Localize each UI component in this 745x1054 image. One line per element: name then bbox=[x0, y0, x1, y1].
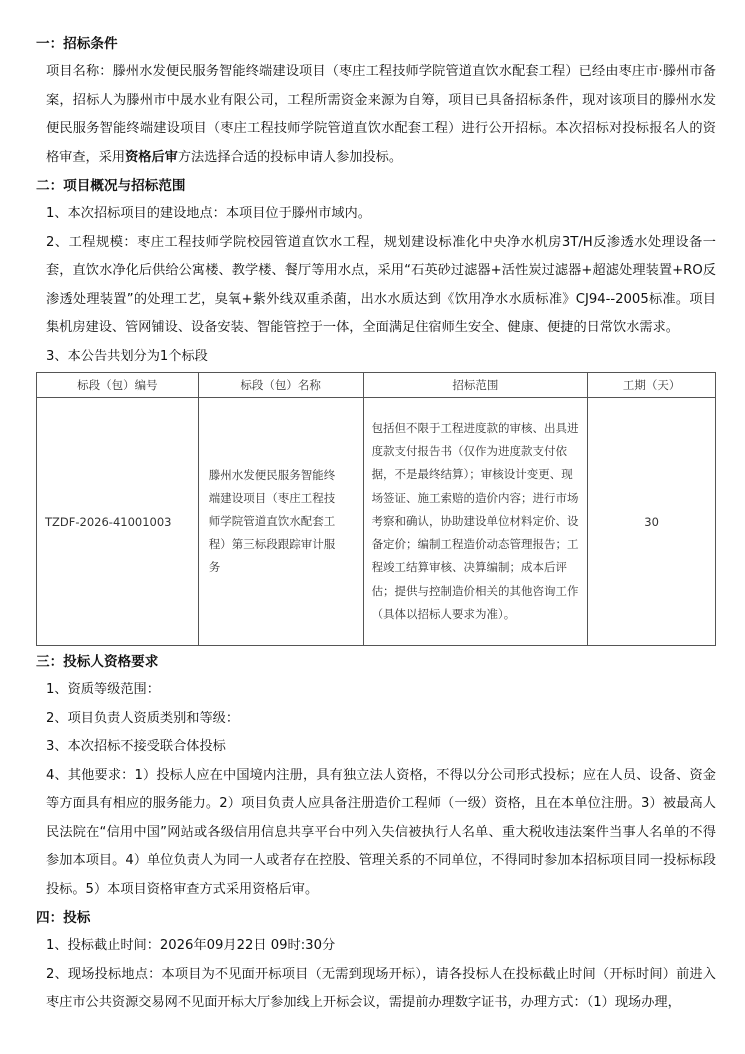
bid-section-table bbox=[36, 372, 716, 646]
section-3-item-4: 4、其他要求：1）投标人应在中国境内注册，具有独立法人资格，不得以分公司形式投标；应在人员、设备、资金等方面具有相应的服务能力。2）项目负责人应具备注册造价工程师（一级）资格，且在本单位注册。3）被最高人民法院在“信用中国”网站或各级信用信息共享平台中列入失信被执行人名单、重大税收违法案件当事人名单的不得参加本项目。4）单位负责人为同一人或者存在控股、管理关系的不同单位，不得同时参加本招标项目同一投标标段投标。5）本项目资格审查方式采用资格后审。 bbox=[46, 767, 716, 897]
document-body bbox=[36, 30, 716, 1018]
section-1-paragraph bbox=[36, 58, 716, 172]
section-1-text-b: 方法选择合适的投标申请人参加投标。 bbox=[177, 149, 403, 165]
section-2-title: 二：项目概况与招标范围 bbox=[36, 178, 186, 194]
header-duration-days: 工期（天） bbox=[588, 373, 716, 398]
section-3-item-1: 1、资质等级范围： bbox=[46, 682, 160, 697]
header-section-code: 标段（包）编号 bbox=[37, 373, 199, 398]
section-1-text-a: 项目名称：滕州水发便民服务智能终端建设项目（枣庄工程技师学院管道直饮水配套工程）已经由枣庄市·滕州市备案，招标人为滕州市中晟水业有限公司，工程所需资金来源为自筹，项目已具备招标条件，现对该项目的滕州水发便民服务智能终端建设项目（枣庄工程技师学院管道直饮水配套工程）进行公开招标。本次招标对投标报名人的资格审查，采用 bbox=[46, 64, 716, 165]
cell-section-code: TZDF-2026-41001003 bbox=[37, 398, 199, 646]
section-2-item-2: 2、工程规模：枣庄工程技师学院校园管道直饮水工程，规划建设标准化中央净水机房3T/H反渗透水处理设备一套，直饮水净化后供给公寓楼、教学楼、餐厅等用水点，采用“石英砂过滤器+活性炭过滤器+超滤处理装置+RO反渗透处理装置”的处理工艺，臭氧+紫外线双重杀菌，出水水质达到《饮用净水水质标准》CJ94--2005标准。项目集机房建设、管网铺设、设备安装、智能管控于一体，全面满足住宿师生安全、健康、便捷的日常饮水需求。 bbox=[46, 234, 716, 335]
section-3-item-2: 2、项目负责人资质类别和等级： bbox=[46, 710, 240, 726]
section-3-item-3: 3、本次招标不接受联合体投标 bbox=[46, 739, 226, 754]
section-4-item-1: 1、投标截止时间：2026年09月22日 09时:30分 bbox=[46, 938, 336, 953]
cell-duration-days: 30 bbox=[588, 398, 716, 646]
cell-section-name: 滕州水发便民服务智能终端建设项目（枣庄工程技师学院管道直饮水配套工程）第三标段跟踪审计服务 bbox=[198, 398, 363, 646]
header-section-name: 标段（包）名称 bbox=[198, 373, 363, 398]
header-bid-scope: 招标范围 bbox=[363, 373, 588, 398]
section-4-title: 四：投标 bbox=[36, 910, 91, 926]
section-2-item-3: 3、本公告共划分为1个标段 bbox=[46, 348, 208, 364]
table-header-row bbox=[37, 373, 716, 398]
cell-bid-scope: 包括但不限于工程进度款的审核、出具进度款支付报告书（仅作为进度款支付依据，不是最终结算）；审核设计变更、现场签证、施工索赔的造价内容；进行市场考察和确认，协助建设单位材料定价、设备定价；编制工程造价动态管理报告；工程竣工结算审核、决算编制；成本后评估；提供与控制造价相关的其他咨询工作（具体以招标人要求为准）。 bbox=[363, 398, 588, 646]
table-row bbox=[37, 398, 716, 646]
section-1-title: 一：招标条件 bbox=[36, 36, 118, 52]
section-3-title: 三：投标人资格要求 bbox=[36, 654, 159, 670]
section-2-item-1: 1、本次招标项目的建设地点：本项目位于滕州市域内。 bbox=[46, 206, 371, 221]
section-1-text-bold: 资格后审 bbox=[125, 149, 178, 165]
section-4-item-2: 2、现场投标地点：本项目为不见面开标项目（无需到现场开标），请各投标人在投标截止时间（开标时间）前进入枣庄市公共资源交易网不见面开标大厅参加线上开标会议，需提前办理数字证书，办理方式：（1）现场办理， bbox=[46, 966, 716, 1010]
